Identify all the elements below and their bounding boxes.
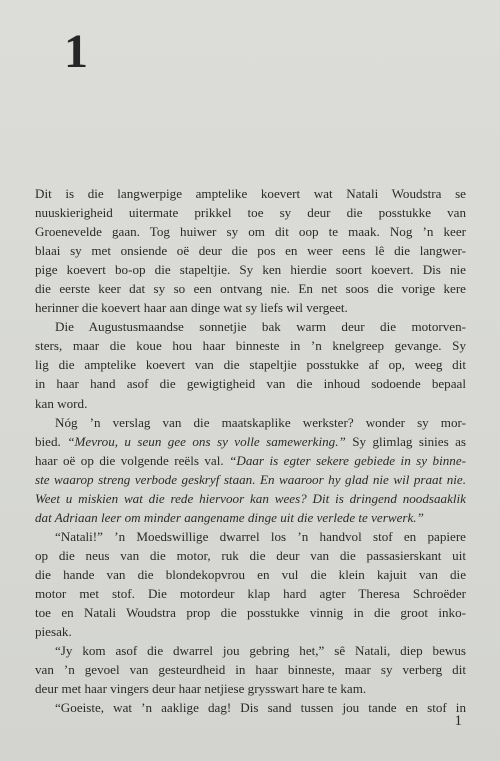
text-line: “Natali!” ’n Moedswillige dwarrel los ’n handvol stof en papiere <box>55 528 466 544</box>
quoted-letter-text: “Daar is egter sekere gebiede in sy binne- <box>229 452 466 468</box>
text-line: “Jy kom asof die dwarrel jou gebring het,” sê Natali, diep bewus <box>55 643 466 659</box>
text-line: nuuskierigheid uitermate prikkel toe sy deur die posstukke van <box>35 205 466 221</box>
text-line: in haar hand asof die gewigtigheid van die inhoud sodoende bepaal <box>35 376 466 392</box>
text-line: die hande van die blondekopvrou en vul die klein kajuit van die <box>35 566 466 582</box>
text-line <box>35 489 466 508</box>
text-line <box>35 470 466 489</box>
text-line: Dit is die langwerpige amptelike koevert wat Natali Woudstra se <box>35 186 466 201</box>
quoted-letter-text: ste waarop streng verbode geskryf staan. En waaroor hy glad nie wil praat nie. <box>35 471 466 487</box>
text-line: op die neus van die motor, ruk die deur van die passasierskant uit <box>35 547 466 563</box>
quoted-letter-text: “Mevrou, u seun gee ons sy volle samewerking.” <box>67 433 346 449</box>
quoted-letter-text: Weet u miskien wat die rede hiervoor kan wees? Dit is dringend noodsaaklik <box>35 490 466 506</box>
text-line: motor met stof. Die motordeur klap hard agter Theresa Schroëder <box>35 585 466 601</box>
text-line: Groenevelde gaan. Tog huiwer sy om dit oop te maak. Nog ’n keer <box>35 224 466 240</box>
text-line: Nóg ’n verslag van die maatskaplike werkster? wonder sy mor- <box>55 414 466 430</box>
text-line: blaai sy met onsiende oë deur die pos en weer eens lê die langwer- <box>35 243 466 259</box>
text-line: Die Augustusmaandse sonnetjie bak warm deur die motorven- <box>55 319 466 335</box>
text-line: lig die amptelike koevert van die stapeltjie posstukke af op, weeg dit <box>35 357 466 373</box>
text-line: “Goeiste, wat ’n aaklige dag! Dis sand tussen jou tande en stof in <box>55 700 466 716</box>
text-line: piesak. <box>35 624 72 640</box>
text-line: die eerste keer dat sy so een ontvang nie. En net soos die vorige kere <box>35 281 466 297</box>
text-line: kan word. <box>35 395 88 411</box>
text-line: herinner die koevert haar aan dinge wat sy liefs wil vergeet. <box>35 300 348 316</box>
text-line: pige koevert bo-op die stapeltjie. Sy ken hierdie soort koevert. Dis nie <box>35 262 466 278</box>
text-line: bied. “Mevrou, u seun gee ons sy volle samewerking.” Sy glimlag sinies as <box>35 433 466 449</box>
quoted-letter-text: dat Adriaan leer om minder aangename dinge uit die verlede te verwerk.” <box>35 509 424 525</box>
text-line: van ’n gevoel van gesteurdheid in haar binneste, maar sy verberg dit <box>35 662 466 678</box>
text-line: haar oë op die volgende reëls val. “Daar is egter sekere gebiede in sy binne- <box>35 452 466 468</box>
chapter-number: 1 <box>64 25 88 78</box>
text-line: sters, maar die koue hou haar binneste in ’n knelgreep gevange. Sy <box>35 338 466 354</box>
page-number: 1 <box>454 713 462 729</box>
text-line: deur met haar vingers deur haar netjiese grysswart hare te kam. <box>35 681 367 697</box>
text-line: toe en Natali Woudstra prop die posstukke vinnig in die groot inko- <box>35 605 466 621</box>
body-text <box>35 184 466 717</box>
text-line <box>35 508 466 527</box>
